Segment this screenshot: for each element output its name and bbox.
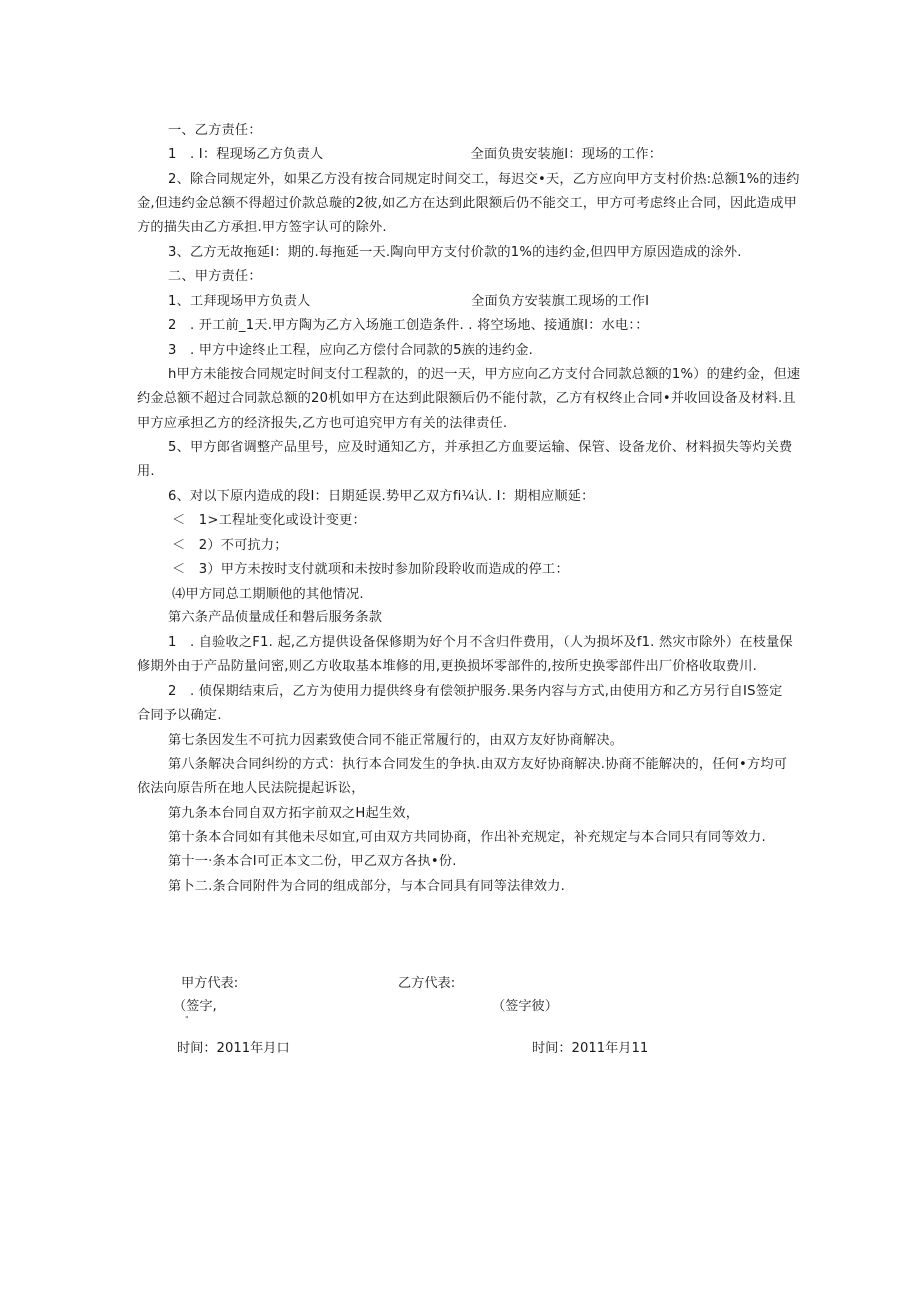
section-title-party-a-duties: 二、甲方责任： [168, 269, 262, 284]
clause-line: 2 . 侦保期结束后，乙方为使用力提供终身有偿领护服务.果务内容与方式,由使用方和乙方另行自IS签定 [168, 684, 783, 699]
clause-line: 用. [137, 464, 155, 479]
clause-line: 5、甲方郎省调整产品里号，应及时通知乙方，并承担乙方血要运输、保管、设备龙价、材料损失等灼关费 [168, 440, 793, 455]
article-line: 第七条因发生不可抗力因素致使合同不能正常履行的，由双方友好协商解决。 [168, 733, 624, 748]
article-line: 第卜二.条合同附件为合同的组成部分，与本合同具有同等法律效力. [168, 879, 566, 894]
article-line: 第八条解决合同纠纷的方式：执行本合同发生的争执.由双方友好协商解决.协商不能解决的，任何•方均可 [168, 757, 788, 772]
clause-line: 约金总额不超过合同款总额的20机如甲方在达到此限额后仍不能付款，乙方有权终止合同•并收回设备及材料.且 [137, 391, 796, 406]
clause-line: h甲方未能按合同规定时间支付工程款的，的迟一天，甲方应向乙方支付合同款总额的1%）的建约金，但速 [168, 367, 801, 382]
party-b-signature-field: （签字彼） [492, 999, 558, 1014]
clause-line: 修期外由于产品防量问密,则乙方收取基本堆修的用,更换损坏零部件的,按所史换零部件出厂价格收取费川. [137, 659, 758, 674]
clause-line: 6、对以下原内造成的段I：日期延误.势甲乙双方fi¼认. I：期相应顺延： [168, 489, 595, 504]
party-a-representative-label: 甲方代表: [181, 976, 239, 991]
stray-mark: " [185, 1015, 189, 1024]
clause-line: 金,但违约金总额不得超过价款总璇的2彼,如乙方在达到此限额后仍不能交工，甲方可考虑终止合同，因此造成甲 [137, 196, 797, 211]
clause-line: 1 . 自验收之F1. 起,乙方提供设备保修期为好个月不含归件费用，（人为损坏及f1. 然灾市除外）在枝量保 [168, 635, 793, 650]
clause-line: 2、除合同规定外，如果乙方没有按合同规定时间交工，每迟交•天，乙方应向甲方支村价热:总额1%的违约 [168, 172, 800, 187]
article-line: 第九条本台同自双方拓字前双之H起生效， [168, 806, 420, 821]
clause-line: 3、乙方无故拖延I：期的.每拖延一天.陶向甲方支付价款的1%的违约金,但四甲方原因造成的涂外. [168, 245, 742, 260]
clause-line: 2 . 开工前_1天.甲方陶为乙方入场施工创造条件. . 将空场地、接通旗I：水电：： [168, 318, 649, 333]
clause-line: 1、工拜现场甲方负责人 全面负方安装旗工现场的工作I [168, 294, 650, 309]
party-a-date: 时间：2011年月口 [177, 1041, 290, 1056]
clause-line: 3 . 甲方中途终止工程，应向乙方偿付合同款的5族的违约金. [168, 343, 534, 358]
clause-line: 甲方应承担乙方的经济报失,乙方也可追究甲方有关的法律责任. [137, 416, 508, 431]
party-b-date: 时间：2011年月11 [532, 1041, 649, 1056]
clause-subitem: ＜ 2）不可抗力； [172, 538, 288, 553]
clause-subitem: ＜ 3）甲方未按时支付就项和未按时参加阶段聆收而造成的停工： [172, 562, 569, 577]
article-title: 第六条产品侦量成任和磐后服务条款 [168, 610, 383, 625]
clause-line: 合同予以确定. [137, 708, 222, 723]
clause-subitem: ⑷甲方同总工期顺他的其他情况. [172, 587, 364, 602]
party-b-representative-label: 乙方代表: [398, 976, 456, 991]
article-line: 第十条本合同如有其他未尽如宜,可由双方共同协商，作出补充规定，补充规定与本合同只有同等效力. [168, 830, 766, 845]
clause-line: 1 . I：程现场乙方负责人 全面负贵安装施I：现场的工作： [168, 147, 663, 162]
article-line: 依法向原告所在地人民法院提起诉讼， [137, 781, 365, 796]
party-a-signature-field: （签字, [173, 999, 217, 1014]
clause-subitem: ＜ 1>工程址变化或设计变更： [172, 513, 366, 528]
article-line: 第十一·条本合I可正本文二份，甲乙双方各执•份. [168, 854, 457, 869]
clause-line: 方的描失由乙方承担.甲方签字认可的除外. [137, 220, 387, 235]
section-title-party-b-duties: 一、乙方责任： [168, 123, 262, 138]
